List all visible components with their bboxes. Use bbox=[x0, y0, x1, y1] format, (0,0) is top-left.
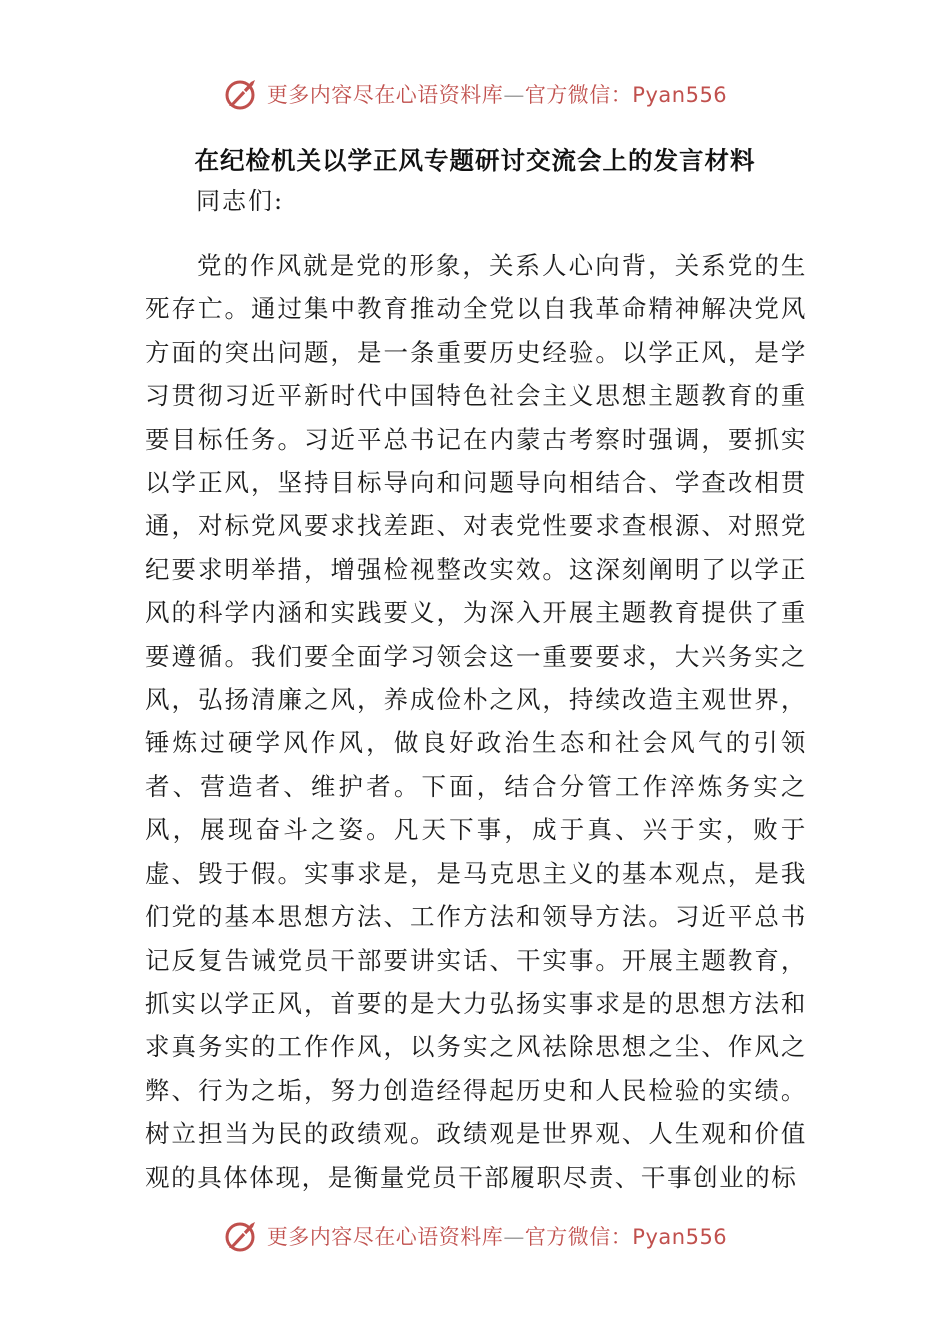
body-paragraph: 党的作风就是党的形象，关系人心向背，关系党的生死存亡。通过集中教育推动全党以自我革命精神解决党风方面的突出问题，是一条重要历史经验。以学正风，是学习贯彻习近平新时代中国特色社会主义思想主题教育的重要目标任务。习近平总书记在内蒙古考察时强调，要抓实以学正风，坚持目标导向和问题导向相结合、学查改相贯通，对标党风要求找差距、对表党性要求查根源、对照党纪要求明举措，增强检视整改实效。这深刻阐明了以学正风的科学内涵和实践要义，为深入开展主题教育提供了重要遵循。我们要全面学习领会这一重要要求，大兴务实之风，弘扬清廉之风，养成俭朴之风，持续改造主观世界，锤炼过硬学风作风，做良好政治生态和社会风气的引领者、营造者、维护者。下面，结合分管工作淬炼务实之风，展现奋斗之姿。凡天下事，成于真、兴于实，败于虚、毁于假。实事求是，是马克思主义的基本观点，是我们党的基本思想方法、工作方法和领导方法。习近平总书记反复告诫党员干部要讲实话、干实事。开展主题教育，抓实以学正风，首要的是大力弘扬实事求是的思想方法和求真务实的工作作风，以务实之风祛除思想之尘、作风之弊、行为之垢，努力创造经得起历史和人民检验的实绩。树立担当为民的政绩观。政绩观是世界观、人生观和价值观的具体体现，是衡量党员干部履职尽责、干事创业的标 bbox=[145, 251, 807, 1192]
footer-watermark bbox=[0, 1216, 950, 1256]
quill-pen-circle-icon bbox=[223, 1218, 259, 1254]
quill-pen-circle-icon bbox=[223, 76, 259, 112]
watermark-text: 更多内容尽在心语资料库—官方微信：Pyan556 bbox=[266, 83, 728, 107]
document-title: 在纪检机关以学正风专题研讨交流会上的发言材料 bbox=[194, 146, 756, 175]
salutation: 同志们: bbox=[196, 187, 285, 215]
header-watermark bbox=[0, 74, 950, 114]
watermark-text: 更多内容尽在心语资料库—官方微信：Pyan556 bbox=[266, 1225, 728, 1249]
